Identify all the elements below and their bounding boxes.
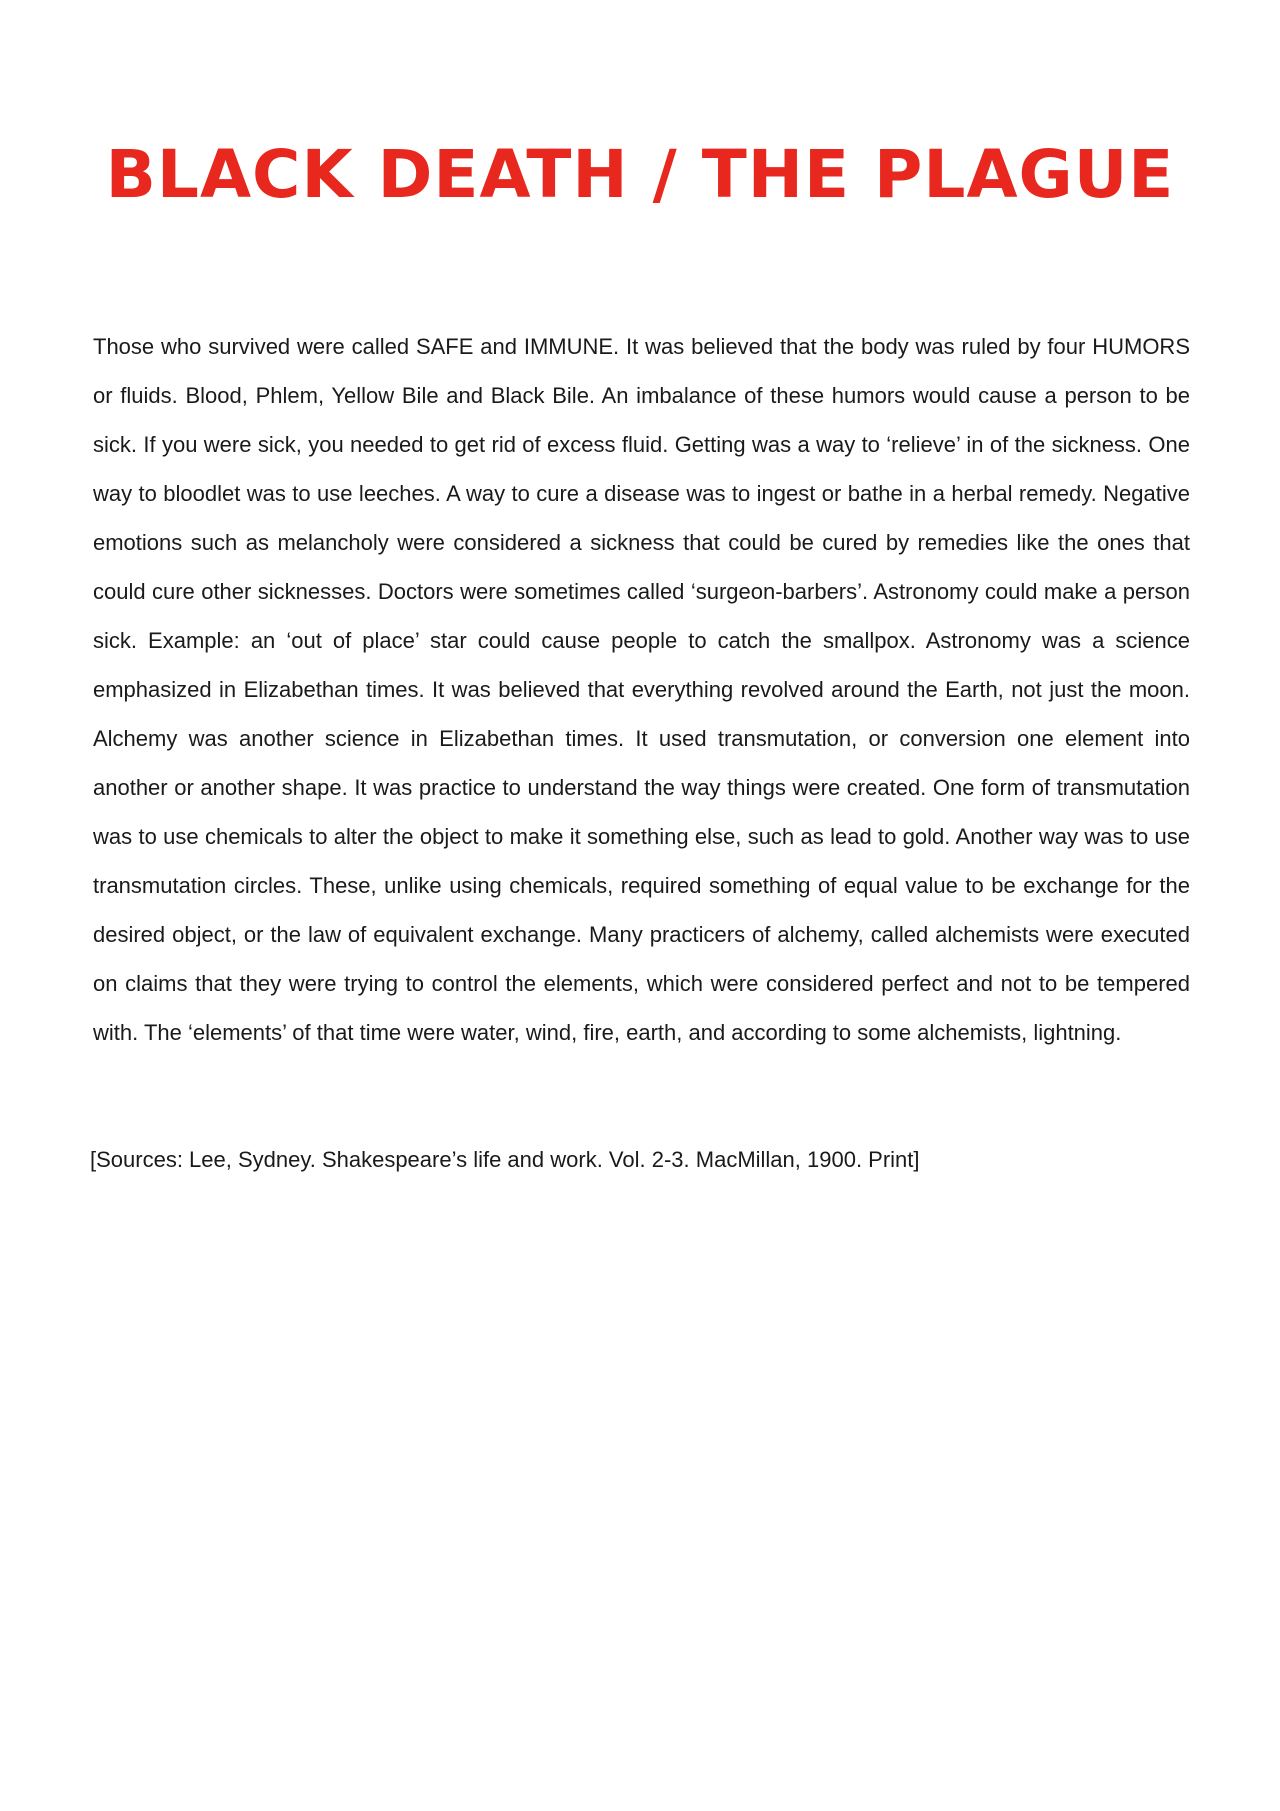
page-title: BLACK DEATH / THE PLAGUE [105, 136, 1175, 213]
sources-citation: [Sources: Lee, Sydney. Shakespeare’s life and work. Vol. 2-3. MacMillan, 1900. Print] [90, 1147, 920, 1172]
body-paragraph: Those who survived were called SAFE and IMMUNE. It was believed that the body was ruled by four HUMORS or fluids. Blood, Phlem, Yellow Bile and Black Bile. An imbalance of these humors would cause a person to be sick. If you were sick, you needed to get rid of excess fluid. Getting was a way to ‘relieve’ in of the sickness. One way to bloodlet was to use leeches. A way to cure a disease was to ingest or bathe in a herbal remedy. Negative emotions such as melancholy were considered a sickness that could be cured by remedies like the ones that could cure other sicknesses. Doctors were sometimes called ‘surgeon-barbers’. Astronomy could make a person sick. Example: an ‘out of place’ star could cause people to catch the smallpox. Astronomy was a science emphasized in Elizabethan times. It was believed that everything revolved around the Earth, not just the moon. Alchemy was another science in Elizabethan times. It used transmutation, or conversion one element into another or another shape. It was practice to understand the way things were created. One form of transmutation was to use chemicals to alter the object to make it something else, such as lead to gold. Another way was to use transmutation circles. These, unlike using chemicals, required something of equal value to be exchange for the desired object, or the law of equivalent exchange. Many practicers of alchemy, called alchemists were executed on claims that they were trying to control the elements, which were considered perfect and not to be tempered with. The ‘elements’ of that time were water, wind, fire, earth, and according to some alchemists, lightning. [93, 334, 1190, 1045]
